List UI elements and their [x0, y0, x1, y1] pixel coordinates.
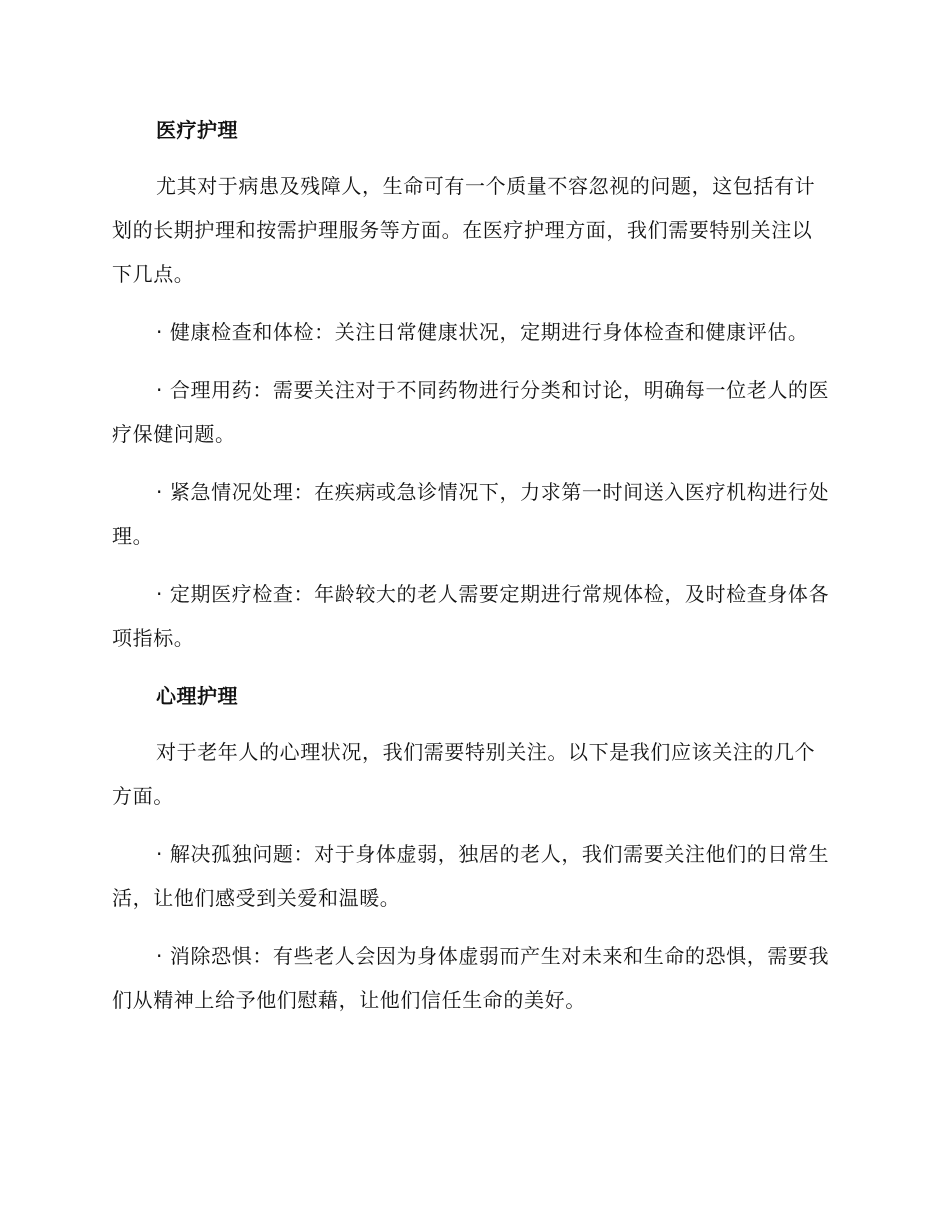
list-item-loneliness: · 解决孤独问题：对于身体虚弱，独居的老人，我们需要关注他们的日常生活，让他们感受到关爱和温暖。 [112, 842, 830, 910]
section-intro-medical-care: 尤其对于病患及残障人，生命可有一个质量不容忽视的问题，这包括有计划的长期护理和按需护理服务等方面。在医疗护理方面，我们需要特别关注以下几点。 [112, 174, 816, 286]
list-item-fear: · 消除恐惧：有些老人会因为身体虚弱而产生对未来和生命的恐惧，需要我们从精神上给予他们慰藉，让他们信任生命的美好。 [112, 944, 830, 1012]
list-item-regular-checkup: · 定期医疗检查：年龄较大的老人需要定期进行常规体检，及时检查身体各项指标。 [112, 582, 830, 650]
section-intro-psychological-care: 对于老年人的心理状况，我们需要特别关注。以下是我们应该关注的几个方面。 [112, 740, 816, 808]
list-item-health-check: · 健康检查和体检：关注日常健康状况，定期进行身体检查和健康评估。 [156, 320, 809, 344]
section-heading-medical-care: 医疗护理 [156, 118, 238, 142]
list-item-emergency: · 紧急情况处理：在疾病或急诊情况下，力求第一时间送入医疗机构进行处理。 [112, 480, 830, 548]
section-heading-psychological-care: 心理护理 [156, 684, 238, 708]
document-body [112, 108, 832, 1036]
list-item-medication: · 合理用药：需要关注对于不同药物进行分类和讨论，明确每一位老人的医疗保健问题。 [112, 378, 830, 446]
